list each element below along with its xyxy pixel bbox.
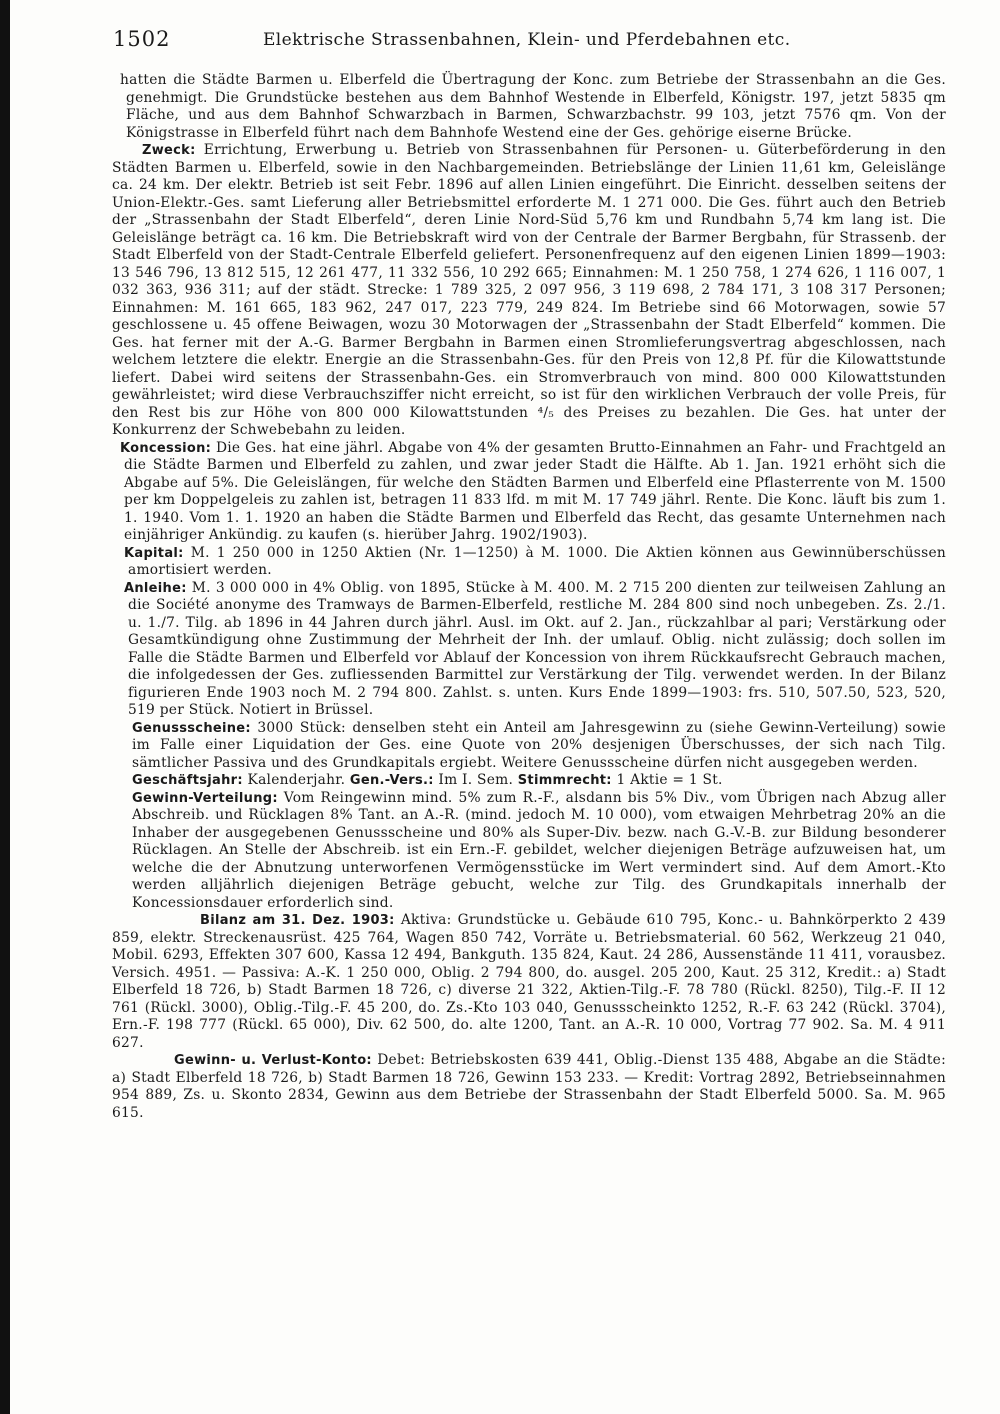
gen-vers-text: Im I. Sem. — [438, 772, 514, 788]
section-genussscheine — [112, 720, 946, 773]
section-geschaeftsjahr — [112, 772, 946, 790]
genussscheine-text: 3000 Stück: denselben steht ein Anteil am Jahresgewinn zu (siehe Gewinn-Verteilung) sowie im Falle einer Liquidation der Ges. eine Quote von 20% desjenigen Überschusses, der sich nach Tilg. sämtlicher Passiva und des Grundkapitals ergiebt. Weitere Genussscheine dürfen nicht ausgegeben werden. — [132, 719, 946, 771]
zweck-label: Zweck: — [142, 143, 196, 158]
page-body — [112, 72, 946, 1122]
page-header — [113, 27, 953, 57]
section-gewinn-verlust — [112, 1052, 946, 1122]
koncession-label: Koncession: — [120, 440, 212, 456]
anleihe-label: Anleihe: — [124, 580, 187, 596]
gen-vers-label: Gen.-Vers.: — [349, 773, 434, 788]
geschaeftsjahr-text: Kalenderjahr. — [247, 772, 346, 788]
section-koncession — [112, 440, 946, 545]
section-zweck — [112, 142, 946, 440]
gewinn-verteilung-text: Vom Reingewinn mind. 5% zum R.-F., alsdann bis 5% Div., vom Übrigen nach Abzug aller Abschreib. und Rücklagen 8% Tant. an A.-R. (mind. jedoch M. 10 000), vom etwaigen Mehrbetrag 20% an die Inhaber der ausgegebenen Genussscheine und 80% als Super-Div. bezw. nach G.-V.-B. zur Bildung besonderer Rücklagen. An Stelle der Abschreib. ist ein Ern.-F. gebildet, welcher diejenigen Beträge aufzuweisen hat, um welche die der Abnutzung unterworfenen Vermögensstücke im Wert vermindert sind. Auf dem Amort.-Kto werden alljährlich diejenigen Beträge gebucht, welche zur Tilg. des Grundkapitals innerhalb der Koncessionsdauer erforderlich sind. — [132, 789, 946, 911]
geschaeftsjahr-label: Geschäftsjahr: — [132, 773, 243, 788]
kapital-label: Kapital: — [124, 545, 184, 561]
kapital-text: M. 1 250 000 in 1250 Aktien (Nr. 1—1250) à M. 1000. Die Aktien können aus Gewinnüberschüssen amortisiert werden. — [128, 544, 947, 578]
bilanz-text: Aktiva: Grundstücke u. Gebäude 610 795, Konc.- u. Bahnkörperkto 2 439 859, elektr. Streckenausrüst. 425 764, Wagen 850 742, Vorräte u. Betriebsmaterial. 60 562, Werkzeug 21 040, Mobil. 6293, Effekten 307 600, Kassa 12 494, Bankguth. 135 824, Kaut. 24 286, Aussenstände 11 411, vorausbez. Versich. 4951. — Passiva: A.-K. 1 250 000, Oblig. 2 794 800, do. ausgel. 205 200, Kaut. 25 312, Kredit.: a) Stadt Elberfeld 18 726, b) Stadt Barmen 18 726, c) diverse 21 322, Aktien-Tilg.-F. 78 780 (Rückl. 8250), Tilg.-F. II 12 761 (Rückl. 3000), Oblig.-Tilg.-F. 45 200, do. Zs.-Kto 103 040, Genussscheinkto 1252, R.-F. 63 242 (Rückl. 3704), Ern.-F. 198 777 (Rückl. 65 000), Div. 62 500, do. alte 1200, Tant. an A.-R. 10 000, Vortrag 77 902. Sa. M. 4 911 627. — [112, 912, 947, 1051]
section-kapital — [112, 545, 946, 580]
intro-paragraph: hatten die Städte Barmen u. Elberfeld die Übertragung der Konc. zum Betriebe der Strassenbahn an die Ges. genehmigt. Die Grundstücke bestehen aus dem Bahnhof Westende in Elberfeld, Königstr. 197, jetzt 5835 qm Fläche, und aus dem Bahnhof Schwarzbach in Barmen, Schwarzbachstr. 99 103, jetzt 7576 qm. Von der Königstrasse in Elberfeld führt nach dem Bahnhofe Westend eine der Ges. gehörige eiserne Brücke. — [120, 72, 946, 141]
section-gewinn-verteilung — [112, 790, 946, 913]
bilanz-label: Bilanz am 31. Dez. 1903: — [200, 913, 395, 928]
koncession-text: Die Ges. hat eine jährl. Abgabe von 4% der gesamten Brutto-Einnahmen an Fahr- und Frachtgeld an die Städte Barmen und Elberfeld zu zahlen, und zwar jeder Stadt die Hälfte. Ab 1. Jan. 1921 erhöht sich die Abgabe auf 5%. Die Geleislängen, für welche den Städten Barmen und Elberfeld eine Pflasterrente von M. 1500 per km Doppelgeleis zu zahlen ist, betragen 11 833 lfd. m mit M. 17 749 jährl. Rente. Die Konc. läuft bis zum 1. 1. 1940. Vom 1. 1. 1920 an haben die Städte Barmen und Elberfeld das Recht, das gesamte Unternehmen nach einjähriger Ankündig. zu kaufen (s. hierüber Jahrg. 1902/1903). — [124, 439, 946, 543]
running-title: Elektrische Strassenbahnen, Klein- und Pferdebahnen etc. — [263, 30, 791, 50]
stimmrecht-label: Stimmrecht: — [517, 773, 612, 788]
section-bilanz — [112, 912, 946, 1052]
gewinn-verlust-text: Debet: Betriebskosten 639 441, Oblig.-Dienst 135 488, Abgabe an die Städte: a) Stadt Elberfeld 18 726, b) Stadt Barmen 18 726, Gewinn 153 233. — Kredit: Vortrag 2892, Betriebseinnahmen 954 889, Zs. u. Skonto 2834, Gewinn aus dem Betriebe der Strassenbahn der Stadt Elberfeld 5000. Sa. M. 965 615. — [112, 1052, 946, 1121]
section-anleihe — [112, 580, 946, 720]
anleihe-text: M. 3 000 000 in 4% Oblig. von 1895, Stücke à M. 400. M. 2 715 200 dienten zur teilweisen Zahlung an die Société anonyme des Tramways de Barmen-Elberfeld, restliche M. 284 800 sind noch unbegeben. Zs. 2./1. u. 1./7. Tilg. ab 1896 in 44 Jahren durch jährl. Ausl. im Okt. auf 2. Jan., rückzahlbar al pari; Verstärkung oder Gesamtkündigung ohne Zustimmung der Mehrheit der Inh. der umlauf. Oblig. nicht zulässig; doch sollen im Falle die Städte Barmen und Elberfeld vor Ablauf der Koncession von ihrem Rückkaufsrecht Gebrauch machen, die infolgedessen der Ges. zufliessenden Barmittel zur Verstärkung der Tilg. verwendet werden. In der Bilanz figurieren Ende 1903 noch M. 2 794 800. Zahlst. s. unten. Kurs Ende 1899—1903: frs. 510, 507.50, 523, 520, 519 per Stück. Notiert in Brüssel. — [128, 579, 946, 718]
scan-border — [0, 0, 10, 1414]
page-number: 1502 — [113, 27, 171, 51]
gewinn-verteilung-label: Gewinn-Verteilung: — [132, 790, 278, 806]
genussscheine-label: Genussscheine: — [132, 720, 251, 736]
stimmrecht-text: 1 Aktie = 1 St. — [616, 772, 723, 788]
zweck-text: Errichtung, Erwerbung u. Betrieb von Strassenbahnen für Personen- u. Güterbeförderung in den Städten Barmen u. Elberfeld, sowie in den Nachbargemeinden. Betriebslänge der Linien 11,61 km, Geleislänge ca. 24 km. Der elektr. Betrieb ist seit Febr. 1896 auf allen Linien eingeführt. Die Einricht. desselben seitens der Union-Elektr.-Ges. samt Lieferung aller Betriebsmittel erforderte M. 1 271 000. Die Ges. führt auch den Betrieb der „Strassenbahn der Stadt Elberfeld“, deren Linie Nord-Süd 5,76 km und Rundbahn 5,74 km lang ist. Die Geleislänge beträgt ca. 16 km. Die Betriebskraft wird von der Centrale der Barmer Bergbahn, für Strassenb. der Stadt Elberfeld von der Stadt-Centrale Elberfeld geliefert. Personenfrequenz auf den eigenen Linien 1899—1903: 13 546 796, 13 812 515, 12 261 477, 11 332 556, 10 292 665; Einnahmen: M. 1 250 758, 1 274 626, 1 116 007, 1 032 363, 936 311; auf der städt. Strecke: 1 789 325, 2 097 956, 3 119 698, 2 784 171, 3 108 317 Personen; Einnahmen: M. 161 665, 183 962, 247 017, 223 779, 249 824. Im Betriebe sind 66 Motorwagen, sowie 57 geschlossene u. 45 offene Beiwagen, wozu 30 Motorwagen der „Strassenbahn der Stadt Elberfeld“ kommen. Die Ges. hat ferner mit der A.-G. Barmer Bergbahn in Barmen einen Stromlieferungsvertrag abgeschlossen, nach welchem letztere die elektr. Energie an die Strassenbahn-Ges. für den Preis von 12,8 Pf. für die Kilowattstunde liefert. Dabei wird seitens der Strassenbahn-Ges. ein Stromverbrauch von mind. 800 000 Kilowattstunden gewährleistet; wird diese Verbrauchsziffer nicht erreicht, so ist für den wirklichen Verbrauch der volle Preis, für den Rest bis zur Höhe von 800 000 Kilowattstunden ⁴/₅ des Preises zu bezahlen. Die Ges. hat unter der Konkurrenz der Schwebebahn zu leiden. — [112, 142, 946, 438]
gewinn-verlust-label: Gewinn- u. Verlust-Konto: — [174, 1053, 372, 1068]
